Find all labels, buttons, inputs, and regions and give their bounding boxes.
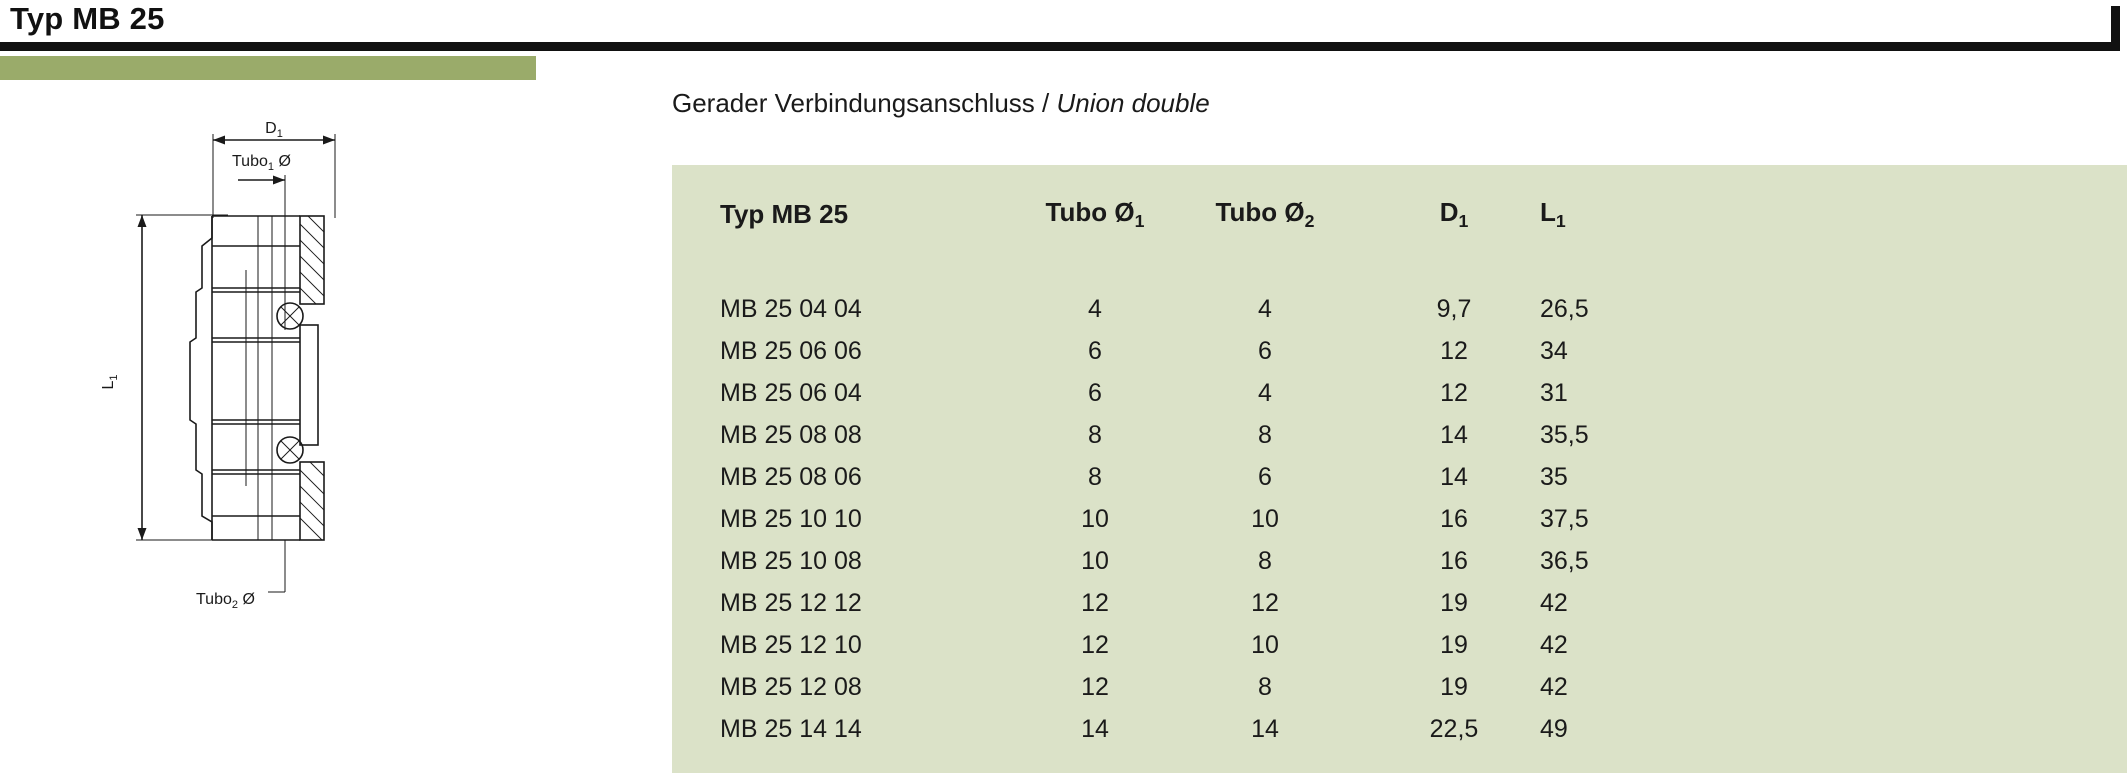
- column-header-tubo1: [1010, 197, 1180, 288]
- cell-tubo2: 8: [1258, 546, 1272, 575]
- specification-table: [720, 197, 1680, 750]
- cell-d1: 14: [1440, 462, 1468, 491]
- cell-l1: 26,5: [1540, 294, 1589, 323]
- dimension-label-tubo1: Tubo$_1$ Ø: [232, 153, 291, 173]
- cell-d1: 19: [1440, 672, 1468, 701]
- column-header-l1-text: L: [1540, 197, 1556, 227]
- cell-type: MB 25 08 08: [720, 420, 862, 449]
- table-row: [720, 582, 1680, 624]
- table-row: [720, 456, 1680, 498]
- cell-tubo1: 12: [1081, 672, 1109, 701]
- cell-tubo1: 6: [1088, 336, 1102, 365]
- cell-tubo2: 12: [1251, 588, 1279, 617]
- column-header-tubo2: [1180, 197, 1350, 288]
- cell-type: MB 25 12 08: [720, 672, 862, 701]
- cell-tubo2: 4: [1258, 378, 1272, 407]
- cell-type: MB 25 12 12: [720, 588, 862, 617]
- cell-l1: 34: [1540, 336, 1568, 365]
- cell-tubo2: 14: [1251, 714, 1279, 743]
- cell-type: MB 25 10 10: [720, 504, 862, 533]
- cell-tubo1: 10: [1081, 546, 1109, 575]
- table-row: [720, 624, 1680, 666]
- cell-l1: 49: [1540, 714, 1568, 743]
- caption-separator: /: [1042, 88, 1050, 118]
- table-row: [720, 498, 1680, 540]
- column-header-tubo1-sub: 1: [1134, 211, 1145, 232]
- cell-l1: 36,5: [1540, 546, 1589, 575]
- column-header-l1-sub: 1: [1555, 211, 1566, 232]
- cell-type: MB 25 12 10: [720, 630, 862, 659]
- cell-d1: 12: [1440, 336, 1468, 365]
- cell-tubo2: 10: [1251, 504, 1279, 533]
- cell-d1: 16: [1440, 546, 1468, 575]
- cell-d1: 22,5: [1429, 714, 1479, 743]
- table-row: [720, 288, 1680, 330]
- cell-tubo1: 12: [1081, 588, 1109, 617]
- column-header-tubo1-text: Tubo Ø: [1045, 197, 1135, 227]
- cell-tubo2: 6: [1258, 336, 1272, 365]
- cell-l1: 42: [1540, 672, 1568, 701]
- section-caption: [672, 88, 1210, 119]
- cell-tubo1: 4: [1088, 294, 1102, 323]
- cell-tubo1: 12: [1081, 630, 1109, 659]
- cell-tubo1: 10: [1081, 504, 1109, 533]
- cell-l1: 42: [1540, 588, 1568, 617]
- cell-d1: 16: [1440, 504, 1468, 533]
- cell-tubo2: 8: [1258, 672, 1272, 701]
- cell-tubo1: 6: [1088, 378, 1102, 407]
- table-row: [720, 372, 1680, 414]
- cell-d1: 14: [1440, 420, 1468, 449]
- column-header-type-text: Typ MB 25: [720, 199, 849, 230]
- cell-tubo2: 6: [1258, 462, 1272, 491]
- table-header-row: [720, 197, 1680, 288]
- cell-d1: 12: [1440, 378, 1468, 407]
- cell-type: MB 25 06 06: [720, 336, 862, 365]
- cell-l1: 42: [1540, 630, 1568, 659]
- cell-type: MB 25 06 04: [720, 378, 862, 407]
- column-header-tubo2-sub: 2: [1304, 211, 1315, 232]
- table-body: [720, 288, 1680, 750]
- cell-tubo2: 10: [1251, 630, 1279, 659]
- cell-tubo2: 4: [1258, 294, 1272, 323]
- column-header-d1: [1350, 197, 1520, 288]
- table-row: [720, 708, 1680, 750]
- table-row: [720, 666, 1680, 708]
- cell-type: MB 25 08 06: [720, 462, 862, 491]
- cell-tubo1: 8: [1088, 462, 1102, 491]
- specification-table-panel: [672, 165, 2127, 773]
- cell-l1: 35: [1540, 462, 1568, 491]
- table-row: [720, 414, 1680, 456]
- table-row: [720, 330, 1680, 372]
- cell-type: MB 25 14 14: [720, 714, 862, 743]
- cell-d1: 19: [1440, 588, 1468, 617]
- fitting-drawing-svg: [0, 120, 600, 640]
- cell-tubo1: 8: [1088, 420, 1102, 449]
- header-divider-end-cap: [2111, 6, 2120, 51]
- dimension-label-l1: $L_1$: [100, 374, 120, 390]
- cell-d1: 19: [1440, 630, 1468, 659]
- column-header-type: [720, 197, 1010, 288]
- dimension-label-tubo2: Tubo$_2$ Ø: [196, 591, 255, 611]
- technical-drawing: [0, 120, 600, 640]
- cell-type: MB 25 04 04: [720, 294, 862, 323]
- cell-l1: 35,5: [1540, 420, 1589, 449]
- caption-german: Gerader Verbindungsanschluss: [672, 88, 1035, 118]
- column-header-tubo2-text: Tubo Ø: [1215, 197, 1305, 227]
- cell-d1: 9,7: [1436, 294, 1472, 323]
- cell-l1: 37,5: [1540, 504, 1589, 533]
- table-row: [720, 540, 1680, 582]
- cell-l1: 31: [1540, 378, 1568, 407]
- column-header-d1-sub: 1: [1458, 211, 1469, 232]
- cell-tubo2: 8: [1258, 420, 1272, 449]
- dimension-label-d1: $D_1$: [265, 120, 283, 140]
- header-divider: [0, 42, 2111, 51]
- cell-type: MB 25 10 08: [720, 546, 862, 575]
- caption-french: Union double: [1056, 88, 1210, 118]
- cell-tubo1: 14: [1081, 714, 1109, 743]
- accent-bar: [0, 56, 536, 80]
- column-header-d1-text: D: [1439, 197, 1459, 227]
- column-header-l1: [1520, 197, 1680, 288]
- page-title: Typ MB 25: [10, 1, 165, 36]
